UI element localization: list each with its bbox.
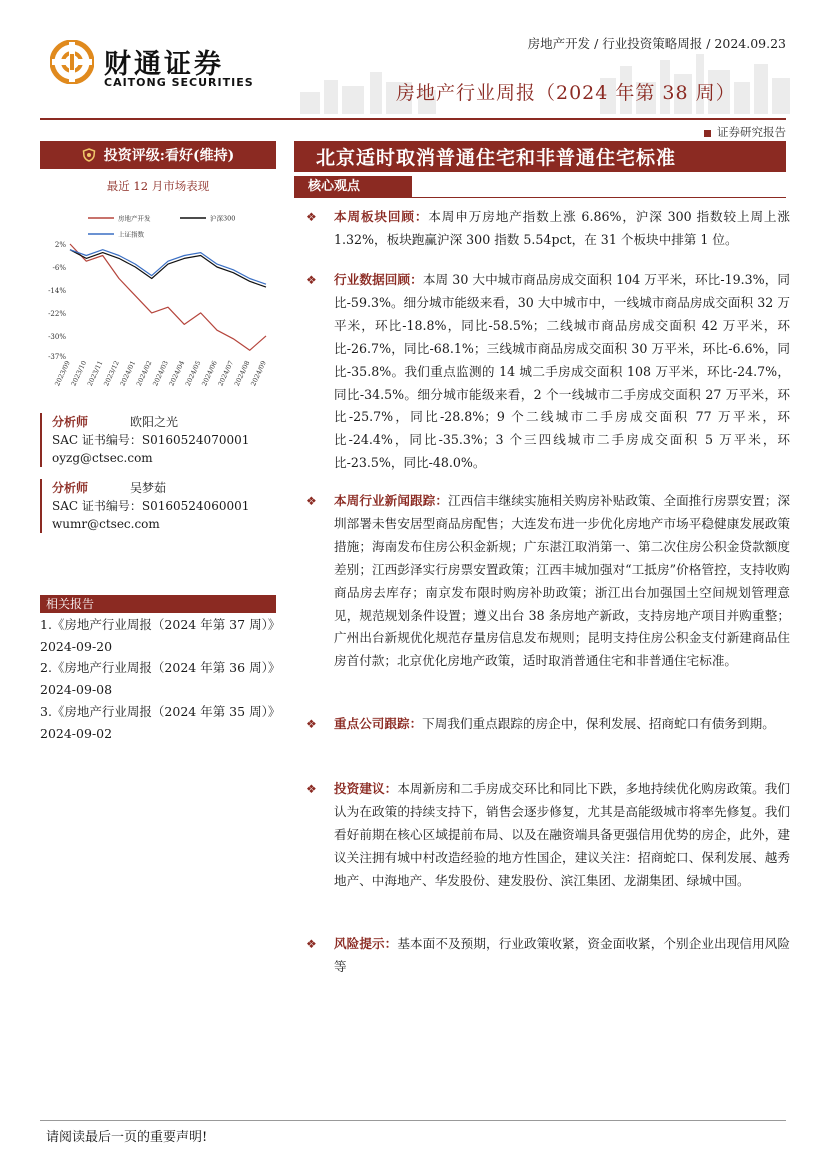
analyst-block-1 [40, 413, 280, 467]
report-type-label: 证券研究报告 [717, 125, 786, 139]
related-report-title[interactable]: 3.《房地产行业周报（2024 年第 35 周）》 [40, 703, 281, 719]
paragraph-key: 风险提示： [334, 936, 398, 951]
x-tick-label: 2024/07 [216, 359, 236, 388]
sac-number: S0160524060001 [141, 499, 250, 513]
paragraph-text: 本周申万房地产指数上涨 6.86%，沪深 300 指数较上周上涨 1.32%，板块跑赢沪深 300 指数 5.54pct，在 31 个板块中排第 1 位。 [334, 209, 790, 247]
x-tick-label: 2024/06 [200, 359, 219, 388]
brand-name-en: CAITONG SECURITIES [104, 76, 254, 89]
header-divider [40, 118, 786, 120]
x-tick-label: 2024/03 [151, 359, 170, 388]
core-views-divider [294, 197, 786, 198]
related-report-date: 2024-09-20 [40, 638, 113, 654]
paragraph-key: 行业数据回顾： [334, 272, 423, 287]
x-tick-label: 2024/08 [232, 359, 252, 388]
analyst-name: 吴梦茹 [130, 481, 167, 495]
paragraph-text: 基本面不及预期，行业政策收紧，资金面收紧，个别企业出现信用风险等 [334, 936, 790, 974]
legend-label: 沪深300 [210, 214, 236, 223]
legend-label: 上证指数 [118, 230, 144, 239]
paragraph-company-tracking [306, 713, 790, 736]
sac-label: SAC 证书编号： [52, 499, 142, 513]
x-tick-label: 2024/09 [249, 359, 268, 388]
analyst-label: 分析师 [52, 481, 89, 495]
market-performance-chart [40, 206, 276, 406]
paragraph-text: 江西信丰继续实施相关购房补贴政策、全面推行房票安置；深圳部署未售安居型商品房配售；大连发布进一步优化房地产市场平稳健康发展政策措施；海南发布住房公积金新规；广东湛江取消第一、第二次住房公积金贷款额度差别；江西彭泽实行房票安置政策；江西丰城加强对“工抵房”价格管控，支持收购商品房去库存；南京发布限时购房补助政策；浙江出台加强国土空间规划管理意见，规范规划条件设置；遵义出台 38 条房地产新政，支持房地产项目并购重整；广州出台新规优化规范存量房信息发布规则；昆明支持住房公积金支付新建商品住房首付款；北京优化房地产政策，适时取消普通住宅和非普通住宅标准。 [334, 493, 791, 669]
y-tick-label: -37% [48, 353, 66, 361]
paragraph-key: 本周板块回顾： [334, 209, 429, 224]
x-tick-label: 2024/04 [167, 359, 187, 388]
performance-caption: 最近 12 月市场表现 [106, 179, 210, 193]
diamond-bullet-icon: ❖ [306, 717, 317, 731]
diamond-bullet-icon: ❖ [306, 210, 317, 224]
sac-number: S0160524070001 [141, 433, 250, 447]
y-tick-label: -14% [48, 286, 66, 295]
footer-disclaimer: 请阅读最后一页的重要声明! [46, 1130, 208, 1145]
paragraph-key: 投资建议： [334, 781, 398, 796]
diamond-bullet-icon: ❖ [306, 782, 317, 796]
related-report-title[interactable]: 1.《房地产行业周报（2024 年第 37 周）》 [40, 617, 281, 632]
paragraph-sector-review [306, 206, 790, 252]
paragraph-investment-advice [306, 778, 790, 893]
related-report-date: 2024-09-02 [40, 725, 113, 741]
y-tick-label: -6% [52, 263, 66, 272]
paragraph-text: 下周我们重点跟踪的房企中，保利发展、招商蛇口有债务到期。 [422, 716, 775, 731]
diamond-bullet-icon: ❖ [306, 937, 317, 951]
paragraph-industry-data [306, 269, 790, 475]
related-report-date: 2024-09-08 [40, 682, 113, 698]
brand-name-cn: 财通证券 [104, 49, 224, 80]
square-bullet-icon [704, 130, 711, 137]
related-reports-list [40, 614, 286, 744]
breadcrumb: 房地产开发 / 行业投资策略周报 / 2024.09.23 [527, 36, 786, 51]
paragraph-text: 本周 30 大中城市商品房成交面积 104 万平米，环比-19.3%，同比-59.3%。细分城市能级来看，30 大中城市中，一线城市商品房成交面积 32 万平米，环比-18.8%，同比-58.5%；二线城市商品房成交面积 42 万平米，环比-26.7%，同比-68.1%；三线城市商品房成交面积 30 万平米，环比-6.6%，同比-35.8%。我们重点监测的 14 城二手房成交面积 108 万平米，环比-24.7%，同比-34.5%。细分城市能级来看，2 个一线城市二手房成交面积 27 万平米，环比-25.7%，同比-28.8%；9 个二线城市二手房成交面积 77 万平米，环比-24.4%，同比-35.3%；3 个三四线城市二手房成交面积 5 万平米，环比-23.5%，同比-48.0%。 [334, 272, 791, 471]
related-report-title[interactable]: 2.《房地产行业周报（2024 年第 36 周）》 [40, 660, 281, 676]
paragraph-industry-news [306, 490, 790, 673]
paragraph-risk-warning [306, 933, 790, 979]
footer-divider [40, 1120, 786, 1121]
y-tick-label: -22% [48, 309, 66, 318]
shield-icon [82, 148, 96, 162]
x-tick-label: 2023/09 [53, 359, 72, 388]
diamond-bullet-icon: ❖ [306, 273, 317, 287]
x-tick-label: 2023/10 [69, 359, 89, 388]
analyst-accent-line [40, 479, 42, 533]
analyst-name: 欧阳之光 [130, 415, 179, 429]
y-tick-label: 2% [54, 241, 66, 249]
report-title: 房地产行业周报（2024 年第 38 周） [396, 82, 736, 104]
analyst-email[interactable]: oyzg@ctsec.com [52, 451, 153, 465]
investment-rating-banner [40, 141, 276, 169]
sac-label: SAC 证书编号： [52, 433, 142, 447]
diamond-bullet-icon: ❖ [306, 494, 317, 508]
related-reports-heading: 相关报告 [40, 595, 276, 613]
paragraph-text: 本周新房和二手房成交环比和同比下跌，多地持续优化购房政策。我们认为在政策的持续支持下，销售会逐步修复，尤其是高能级城市将率先修复。我们看好前期在核心区域提前布局、以及在融资端具备更强信用优势的房企，此外，建议关注拥有城中村改造经验的地方性国企，建议关注：招商蛇口、保利发展、越秀地产、中海地产、华发股份、建发股份、滨江集团、龙湖集团、绿城中国。 [334, 781, 790, 888]
x-tick-label: 2023/12 [102, 359, 121, 388]
headline-banner: 北京适时取消普通住宅和非普通住宅标准 [294, 141, 786, 172]
x-tick-label: 2024/02 [134, 359, 154, 388]
report-type [704, 124, 786, 140]
analyst-accent-line [40, 413, 42, 467]
analyst-label: 分析师 [52, 415, 89, 429]
legend-label: 房地产开发 [118, 214, 151, 223]
x-tick-label: 2024/05 [183, 359, 203, 388]
core-views-tab: 核心观点 [294, 176, 412, 197]
paragraph-key: 重点公司跟踪： [334, 716, 423, 731]
x-tick-label: 2023/11 [85, 359, 105, 388]
x-tick-label: 2024/01 [118, 359, 138, 388]
investment-rating-label: 投资评级:看好(维持) [103, 148, 235, 164]
paragraph-key: 本周行业新闻跟踪： [334, 493, 449, 508]
caitong-logo-icon [50, 40, 94, 84]
analyst-email[interactable]: wumr@ctsec.com [52, 517, 160, 531]
analyst-block-2 [40, 479, 280, 533]
y-tick-label: -30% [48, 332, 66, 341]
